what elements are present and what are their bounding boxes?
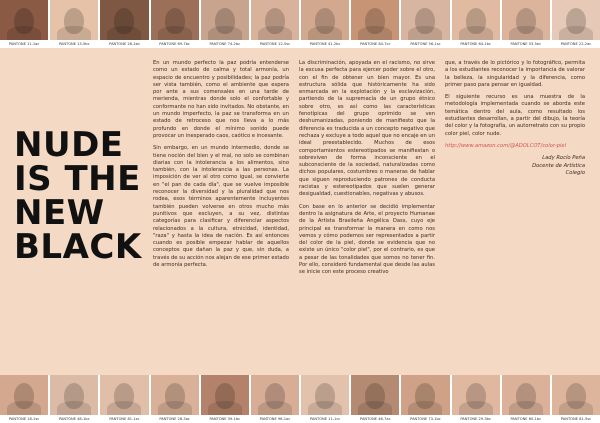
portrait-shoulders [57,26,91,40]
headline-line-1: NUDE [14,125,124,165]
portrait-photo [452,0,500,48]
portrait-shoulders [208,26,242,40]
article-column-3 [445,60,585,182]
portrait-shoulders [459,401,493,415]
portrait-photo [552,375,600,423]
portrait-photo [251,0,299,48]
pantone-code: PANTONE 69-7bc [151,40,199,48]
pantone-code: PANTONE 39-1bc [201,415,249,423]
pantone-code: PANTONE 81-1sc [100,415,148,423]
portrait-shoulders [258,401,292,415]
top-portrait-strip [0,0,600,48]
headline-line-4: BLACK [14,227,142,267]
portrait-shoulders [358,26,392,40]
portrait-photo [301,375,349,423]
portrait-photo [201,375,249,423]
portrait-shoulders [509,401,543,415]
pantone-code: PANTONE 74-2bc [201,40,249,48]
pantone-code: PANTONE 46-7ac [351,415,399,423]
reference-link[interactable]: http://www.amazon.com/@ADOLCOT/color-piel [445,142,567,149]
article-column-1 [153,60,289,274]
pantone-code: PANTONE 73-1bc [401,415,449,423]
column1-paragraph-1: En un mundo perfecto la paz podría entenderse como un estado de calma y total armonía, un espacio de encuentro y posibilidades; la paz podría ser vista también, como el ambiente que espera por ante a sus comensales en una tarde de merienda, mientras donde solo el confortable y conformante no han sido invitados. No obstante, en un mundo imperfecto, la paz se transforma en un estado de retroceso que nos lleva a lo más profundo en donde el mínimo sonido puede provocar un inesperado caos, caótico e incesante. [153,60,289,139]
portrait-photo [301,0,349,48]
pantone-code: PANTONE 64-1bc [452,40,500,48]
portrait-shoulders [308,401,342,415]
portrait-photo [502,375,550,423]
signature-name: Lady Rocío Peña [542,155,585,162]
portrait-shoulders [459,26,493,40]
portrait-photo [251,375,299,423]
pantone-code: PANTONE 41-2bc [301,40,349,48]
pantone-code: PANTONE 48-1bc [50,415,98,423]
portrait-photo [351,375,399,423]
portrait-photo [0,375,48,423]
portrait-photo [151,375,199,423]
pantone-code: PANTONE 53-5ec [502,40,550,48]
portrait-shoulders [358,401,392,415]
headline-line-3: NEW [14,193,105,233]
pantone-code: PANTONE 60-1bc [502,415,550,423]
portrait-shoulders [258,26,292,40]
column3-paragraph-2: El siguiente recurso es una muestra de la metodología implementada cuando se aborda este temática dentro del aula, como resultado los estudiantes desarrollan, a partir del dibujo, la teoría del color y la fotografía, un autorretrato con su propio color piel, color nude. [445,94,585,137]
portrait-shoulders [7,401,41,415]
column2-paragraph-2: Con base en lo anterior se decidió implementar dentro la asignatura de Arte, el proyecto Humanae de la Artista Brasileña Angélica Dass, cuyo eje principal es transformar la manera en como nos vemos y cómo podemos ser representados a partir del color de la piel, donde se evidencia que no existe un único "color piel", por el contrario, es que a pesar de las tonalidades que somos no tener fin. Por ello, consideró fundamental que desde las aulas se inicie con este proceso creativo [299,203,435,276]
bottom-portrait-strip [0,375,600,423]
portrait-shoulders [408,401,442,415]
portrait-photo [452,375,500,423]
pantone-code: PANTONE 29-3bc [452,415,500,423]
portrait-photo [151,0,199,48]
headline [14,125,149,267]
portrait-shoulders [308,26,342,40]
portrait-shoulders [158,401,192,415]
headline-line-2: IS THE [14,159,141,199]
portrait-photo [201,0,249,48]
pantone-code: PANTONE 96-1ac [251,415,299,423]
column2-paragraph-1: La discriminación, apoyada en el racismo, no sirve la excusa perfecta para ejercer poder sobre el otro, con el fin de obtener un bien mayor. Es una estructura sólida que históricamente ha sido enmarcada en la explotación y la esclavización, partiendo de la supremacía de un grupo étnico sobre otro, es así como las características fenotípicas del grupo oprimido se ven deshumanizadas, poniendo de manifiesto que la diferencia es traducida a un concepto negativo que rechaza y excluye a todo aquel que no encaje en un ideal preestablecido. Muchos de esos comportamientos estereotipados se manifiestan o sobreviven de forma inconsciente en el subconsciente de la sociedad, naturalizadas como dichos populares, costumbres o maneras de hablar que siguen reproduciendo patrones de conducta racistas y estereotipados que suelen generar desigualdad, cuestionables, negativas y abusos. [299,60,435,198]
article-column-2 [299,60,435,282]
pantone-code: PANTONE 56-1sc [401,40,449,48]
portrait-shoulders [559,401,593,415]
portrait-photo [552,0,600,48]
portrait-photo [0,0,48,48]
pantone-code: PANTONE 28-1sb [100,40,148,48]
signature-role: Docente de Artística [532,162,585,169]
portrait-photo [502,0,550,48]
pantone-code: PANTONE 28-3ac [151,415,199,423]
pantone-code: PANTONE 22-2ac [552,40,600,48]
portrait-shoulders [408,26,442,40]
portrait-shoulders [7,26,41,40]
portrait-shoulders [158,26,192,40]
signature-school: Colegio [565,169,585,176]
portrait-shoulders [208,401,242,415]
pantone-code: PANTONE 61-5sc [552,415,600,423]
portrait-shoulders [107,401,141,415]
portrait-shoulders [509,26,543,40]
column3-paragraph-1: que, a través de lo pictórico y lo fotográfico, permita a los estudiantes reconocer la importancia de valorar la belleza, la singularidad y la diferencia, como primer paso para pensar en igualdad. [445,60,585,88]
portrait-photo [100,375,148,423]
portrait-photo [401,375,449,423]
portrait-photo [100,0,148,48]
portrait-photo [351,0,399,48]
pantone-code: PANTONE 11-1cc [301,415,349,423]
pantone-code: PANTONE 11-1ac [0,40,48,48]
column1-paragraph-2: Sin embargo, en un mundo intermedio, donde se tiene noción del bien y el mal, no solo se combinan diarias con la intolerancia a los alimentos, sino también, con la intolerancia a las personas. La imposición de ver al otro como igual, se convierte en "el pan de cada día", que se vuelve imposible reconocer la diversidad y la pluralidad que nos rodea, esos términos aparentemente incluyentes también pueden volverse en otros mucho más punitivos que excluyen, a su vez, distintas categorías para clasificar y diferenciar aspectos relacionados a la cultura, etnicidad, identidad, "raza" y hasta la idea de nación. Es así entonces cuando es posible empezar hablar de aquellos conceptos que dañan la paz y que, sin duda, a través de su acción nos alejan de ese primer estado de armonía perfecta. [153,145,289,269]
portrait-photo [50,375,98,423]
portrait-shoulders [107,26,141,40]
portrait-shoulders [57,401,91,415]
portrait-shoulders [559,26,593,40]
signature [445,155,585,177]
pantone-code: PANTONE 12-5sc [251,40,299,48]
portrait-photo [401,0,449,48]
portrait-photo [50,0,98,48]
pantone-code: PANTONE 18-1sc [0,415,48,423]
pantone-code: PANTONE 84-7cc [351,40,399,48]
pantone-code: PANTONE 13-5bc [50,40,98,48]
